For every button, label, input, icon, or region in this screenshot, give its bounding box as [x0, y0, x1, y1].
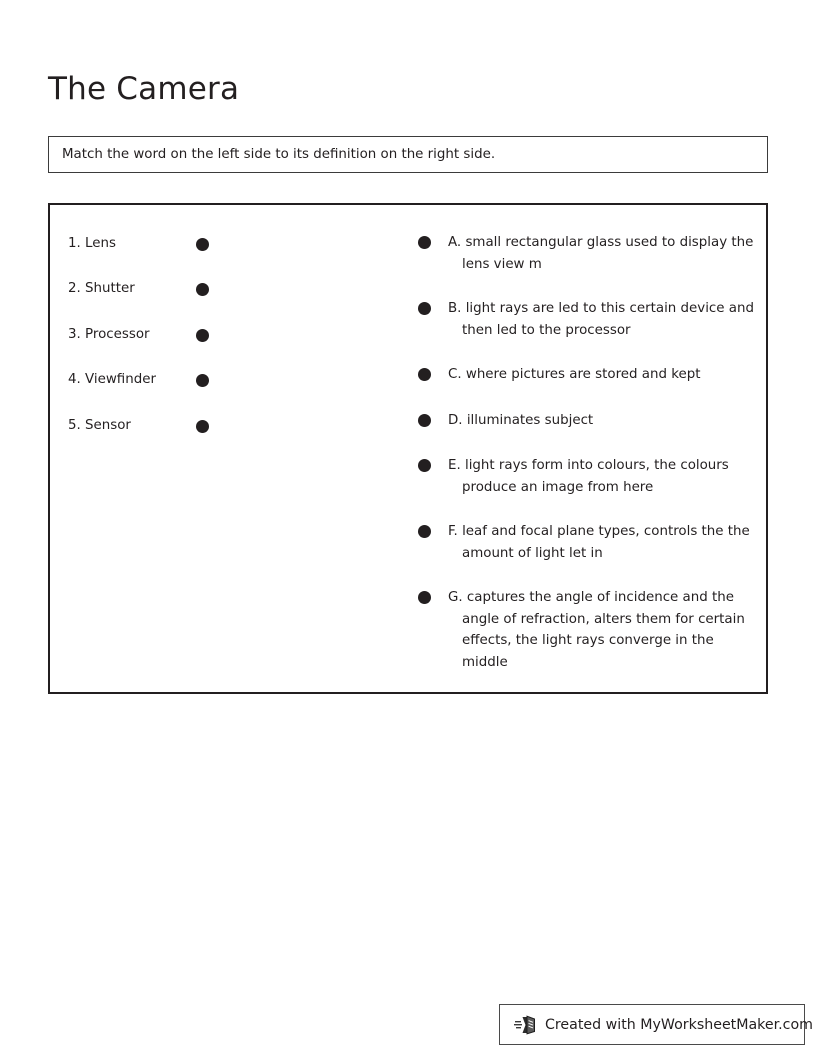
definition-bullet-wrap-e[interactable]	[400, 455, 448, 472]
definition-row-c[interactable]	[400, 364, 760, 386]
definition-bullet-wrap-a[interactable]	[400, 232, 448, 249]
definition-bullet-icon-c[interactable]	[418, 368, 431, 381]
worksheet-maker-logo-icon	[514, 1013, 538, 1037]
page-title: The Camera	[48, 70, 240, 107]
term-bullet-icon-2[interactable]	[196, 283, 209, 296]
term-bullet-icon-3[interactable]	[196, 329, 209, 342]
term-label-1: 1. Lens	[68, 236, 116, 251]
definition-bullet-wrap-d[interactable]	[400, 410, 448, 427]
definition-text-f: F. leaf and focal plane types, controls the the amount of light let in	[448, 524, 750, 561]
matching-exercise-box	[48, 203, 768, 694]
definition-bullet-wrap-g[interactable]	[400, 587, 448, 604]
footer-attribution-text: Created with MyWorksheetMaker.com	[545, 1016, 813, 1033]
term-bullet-icon-4[interactable]	[196, 374, 209, 387]
instructions-text: Match the word on the left side to its definition on the right side.	[62, 146, 496, 162]
definition-bullet-icon-f[interactable]	[418, 525, 431, 538]
definition-text-b: B. light rays are led to this certain device and then led to the processor	[448, 301, 754, 338]
definition-bullet-wrap-c[interactable]	[400, 364, 448, 381]
definition-bullet-icon-d[interactable]	[418, 414, 431, 427]
term-label-2: 2. Shutter	[68, 281, 135, 296]
term-row-1[interactable]	[68, 235, 388, 253]
instructions-box	[48, 136, 768, 173]
term-row-2[interactable]	[68, 280, 388, 298]
definition-text-g: G. captures the angle of incidence and the angle of refraction, alters them for certain effects, the light rays converge in the middle	[448, 590, 745, 670]
term-bullet-icon-5[interactable]	[196, 420, 209, 433]
definition-row-f[interactable]	[400, 521, 760, 564]
definition-row-b[interactable]	[400, 298, 760, 341]
term-row-5[interactable]	[68, 417, 388, 435]
definition-bullet-icon-a[interactable]	[418, 236, 431, 249]
footer-attribution-badge[interactable]	[499, 1004, 813, 1045]
definition-bullet-icon-e[interactable]	[418, 459, 431, 472]
term-row-3[interactable]	[68, 326, 388, 344]
definition-bullet-wrap-f[interactable]	[400, 521, 448, 538]
term-label-5: 5. Sensor	[68, 418, 131, 433]
definition-row-d[interactable]	[400, 410, 760, 432]
definition-text-c: C. where pictures are stored and kept	[448, 367, 701, 382]
definition-row-g[interactable]	[400, 587, 760, 673]
term-bullet-icon-1[interactable]	[196, 238, 209, 251]
definition-bullet-icon-g[interactable]	[418, 591, 431, 604]
term-label-4: 4. Viewfinder	[68, 372, 156, 387]
definition-text-d: D. illuminates subject	[448, 413, 594, 428]
term-row-4[interactable]	[68, 371, 388, 389]
definition-row-a[interactable]	[400, 232, 760, 275]
term-label-3: 3. Processor	[68, 327, 150, 342]
definition-text-a: A. small rectangular glass used to display the lens view m	[448, 235, 754, 272]
definition-bullet-wrap-b[interactable]	[400, 298, 448, 315]
definition-bullet-icon-b[interactable]	[418, 302, 431, 315]
definition-text-e: E. light rays form into colours, the colours produce an image from here	[448, 458, 729, 495]
definition-row-e[interactable]	[400, 455, 760, 498]
